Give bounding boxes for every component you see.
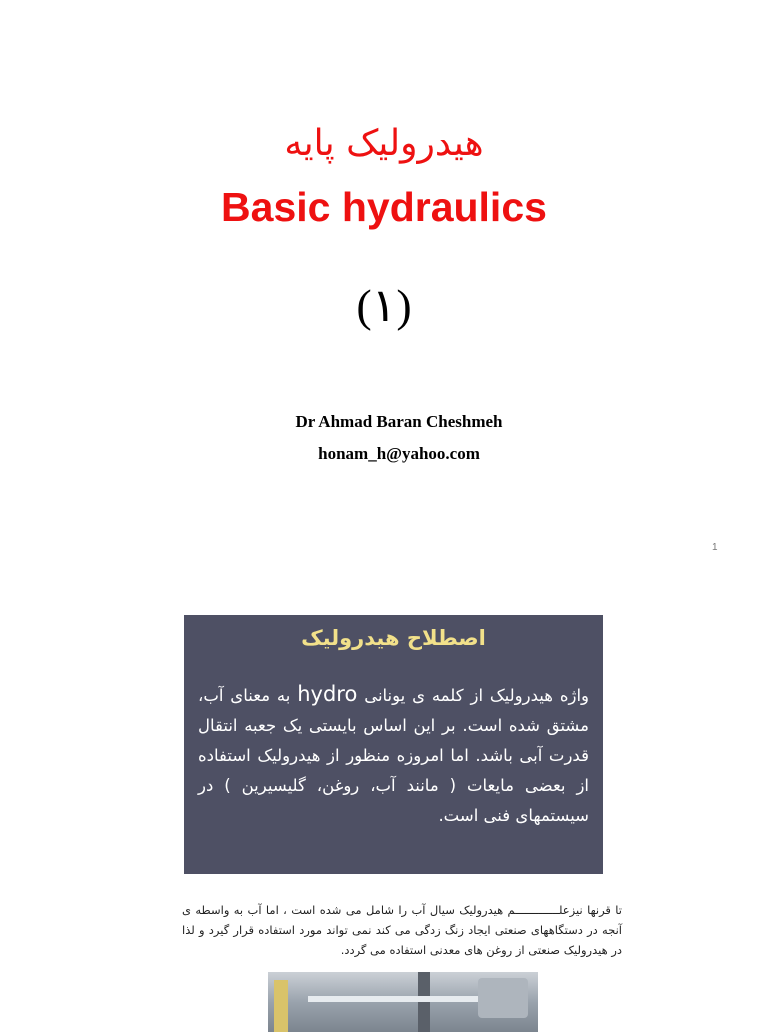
definition-panel bbox=[184, 615, 603, 874]
panel-body-start: واژه هیدرولیک از کلمه ی یونانی bbox=[364, 686, 589, 705]
panel-body-hydro: hydro bbox=[297, 682, 358, 706]
caption-text: تا قرنها نیزعلـــــــــــــم هیدرولیک سیال آب را شامل می شده است ، اما آب به واسطه ی آنجه در دستگاههای صنعتی ایجاد زنگ زدگی می کند نمی تواند مورد استفاده قرار گیرد و لذا در هیدرولیک صنعتی از روغن های معدنی استفاده می گردد. bbox=[182, 903, 622, 957]
industrial-photo bbox=[268, 972, 538, 1032]
panel-body bbox=[198, 679, 589, 831]
author-email: honam_h@yahoo.com bbox=[318, 444, 480, 463]
title-persian: هیدرولیک پایه bbox=[284, 123, 484, 164]
slide-number-label: (۱) bbox=[356, 280, 412, 331]
author-name: Dr Ahmad Baran Cheshmeh bbox=[295, 412, 503, 431]
title-english: Basic hydraulics bbox=[221, 184, 547, 230]
page-number: 1 bbox=[712, 542, 718, 553]
photo-detail bbox=[274, 980, 288, 1032]
panel-title: اصطلاح هیدرولیک bbox=[301, 626, 486, 650]
panel-body-rest: به معنای آب، مشتق شده است. بر این اساس بایستی یک جعبه انتقال قدرت آبی باشد. اما امروزه منظور از هیدرولیک استفاده از بعضی مایعات ( مانند آب، روغن، گلیسیرین ) در سیستمهای فنی است. bbox=[198, 686, 589, 825]
photo-detail bbox=[478, 978, 528, 1018]
photo-detail bbox=[418, 972, 430, 1032]
